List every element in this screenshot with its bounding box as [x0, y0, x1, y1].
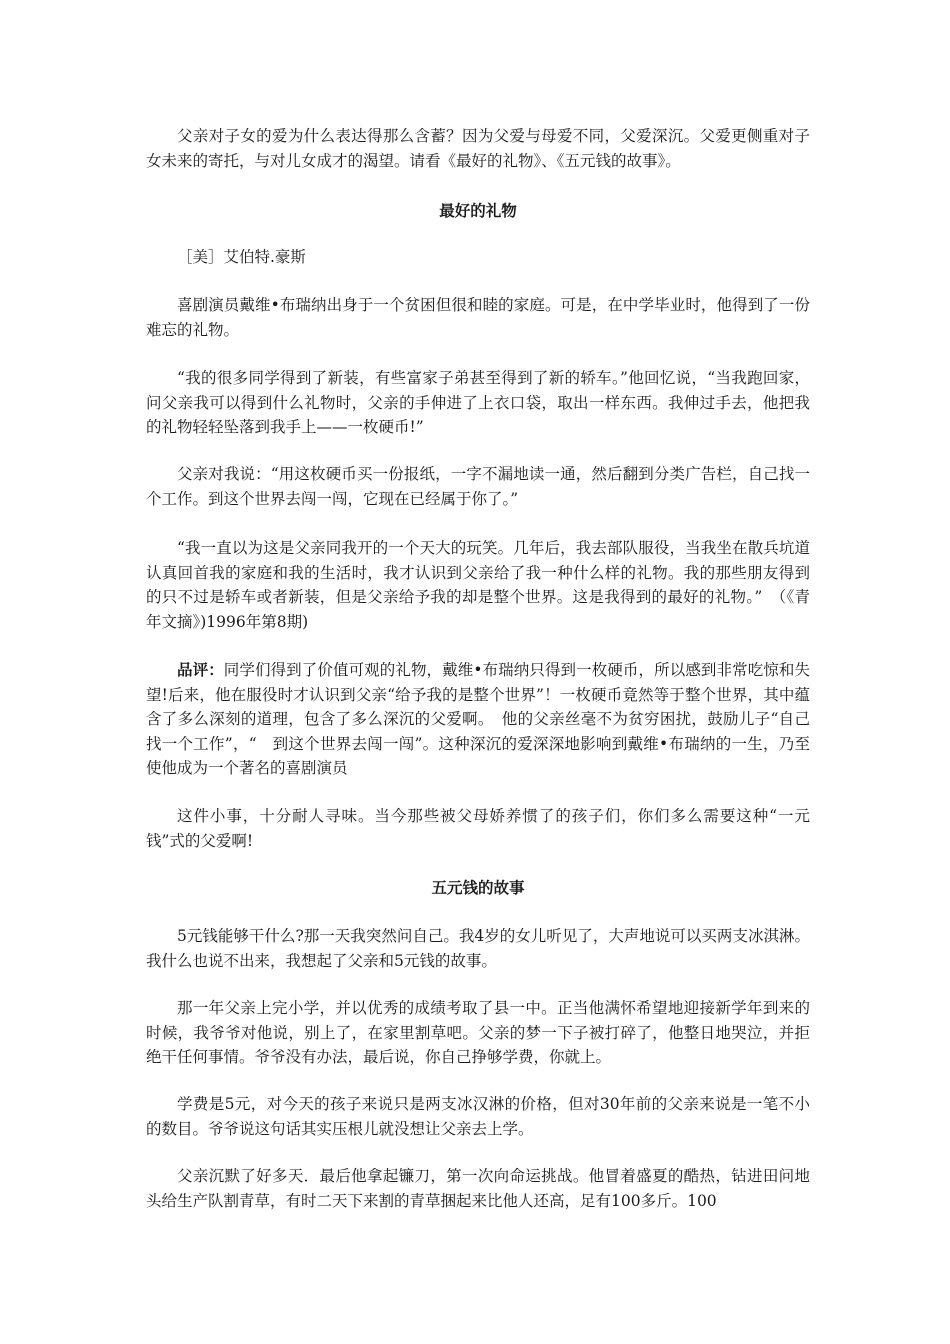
- story2-title: 五元钱的故事: [431, 878, 525, 897]
- story2-paragraph-4: 父亲沉默了好多天．最后他拿起镰刀，第一次向命运挑战。他冒着盛夏的酷热，钻进田问地头给生产队割青草，有时二天下来割的青草捆起来比他人还高，足有100多斤。100: [146, 1167, 810, 1210]
- story2-paragraph-1: 5元钱能够干什么?那一天我突然问自己。我4岁的女儿听见了，大声地说可以买两支冰淇淋。我什么也说不出来，我想起了父亲和5元钱的故事。: [146, 927, 810, 970]
- story1-author: ［美］艾伯特.豪斯: [177, 248, 306, 266]
- story1-comment: [146, 658, 810, 781]
- story1-paragraph-4: “我一直以为这是父亲同我开的一个天大的玩笑。几年后，我去部队服役，当我坐在散兵坑道认真回首我的家庭和我的生活时，我才认识到父亲给了我一种什么样的礼物。我的那些朋友得到的只不过是轿车或者新装，但是父亲给予我的却是整个世界。这是我得到的最好的礼物。” （《青年文摘》)1996年第8期): [146, 539, 810, 631]
- story1-title: 最好的礼物: [439, 201, 517, 220]
- comment-label: 品评：: [177, 660, 224, 679]
- story1-paragraph-5: 这件小事，十分耐人寻味。当今那些被父母娇养惯了的孩子们，你们多么需要这种“一元钱”式的父爱啊!: [146, 807, 810, 850]
- story2-paragraph-2: 那一年父亲上完小学，并以优秀的成绩考取了县一中。正当他满怀希望地迎接新学年到来的时候，我爷爷对他说，别上了，在家里割草吧。父亲的梦一下子被打碎了，他整日地哭泣，并拒绝干任何事情。爷爷没有办法，最后说，你自己挣够学费，你就上。: [146, 999, 810, 1066]
- story1-paragraph-3: 父亲对我说：“用这枚硬币买一份报纸，一字不漏地读一通，然后翻到分类广告栏，自己找一个工作。到这个世界去闯一闯，它现在已经属于你了。”: [146, 465, 810, 508]
- comment-text: 同学们得到了价值可观的礼物，戴维•布瑞纳只得到一枚硬币，所以感到非常吃惊和失望!后来，他在服役时才认识到父亲“给予我的是整个世界”！一枚硬币竟然等于整个世界，其中蕴含了多么深刻的道理，包含了多么深沉的父爱啊。 他的父亲丝毫不为贫穷困扰，鼓励儿子“自己找一个工作”，“ 到这个世界去闯一闯”。这种深沉的爱深深地影响到戴维•布瑞纳的一生，乃至使他成为一个著名的喜剧演员: [146, 661, 810, 777]
- story1-paragraph-1: 喜剧演员戴维•布瑞纳出身于一个贫困但很和睦的家庭。可是，在中学毕业时，他得到了一份难忘的礼物。: [146, 296, 810, 339]
- intro-paragraph: 父亲对子女的爱为什么表达得那么含蓄？因为父爱与母爱不同，父爱深沉。父爱更侧重对子女未来的寄托，与对儿女成才的渴望。请看《最好的礼物》、《五元钱的故事》。: [146, 127, 810, 170]
- story2-paragraph-3: 学费是5元，对今天的孩子来说只是两支冰汉淋的价格，但对30年前的父亲来说是一笔不小的数目。爷爷说这句话其实压根儿就没想让父亲去上学。: [146, 1095, 810, 1138]
- story1-paragraph-2: “我的很多同学得到了新装，有些富家子弟甚至得到了新的轿车。”他回忆说，“当我跑回家，问父亲我可以得到什么礼物时，父亲的手伸进了上衣口袋，取出一样东西。我伸过手去，他把我的礼物轻轻坠落到我手上——一枚硬币!”: [146, 369, 810, 436]
